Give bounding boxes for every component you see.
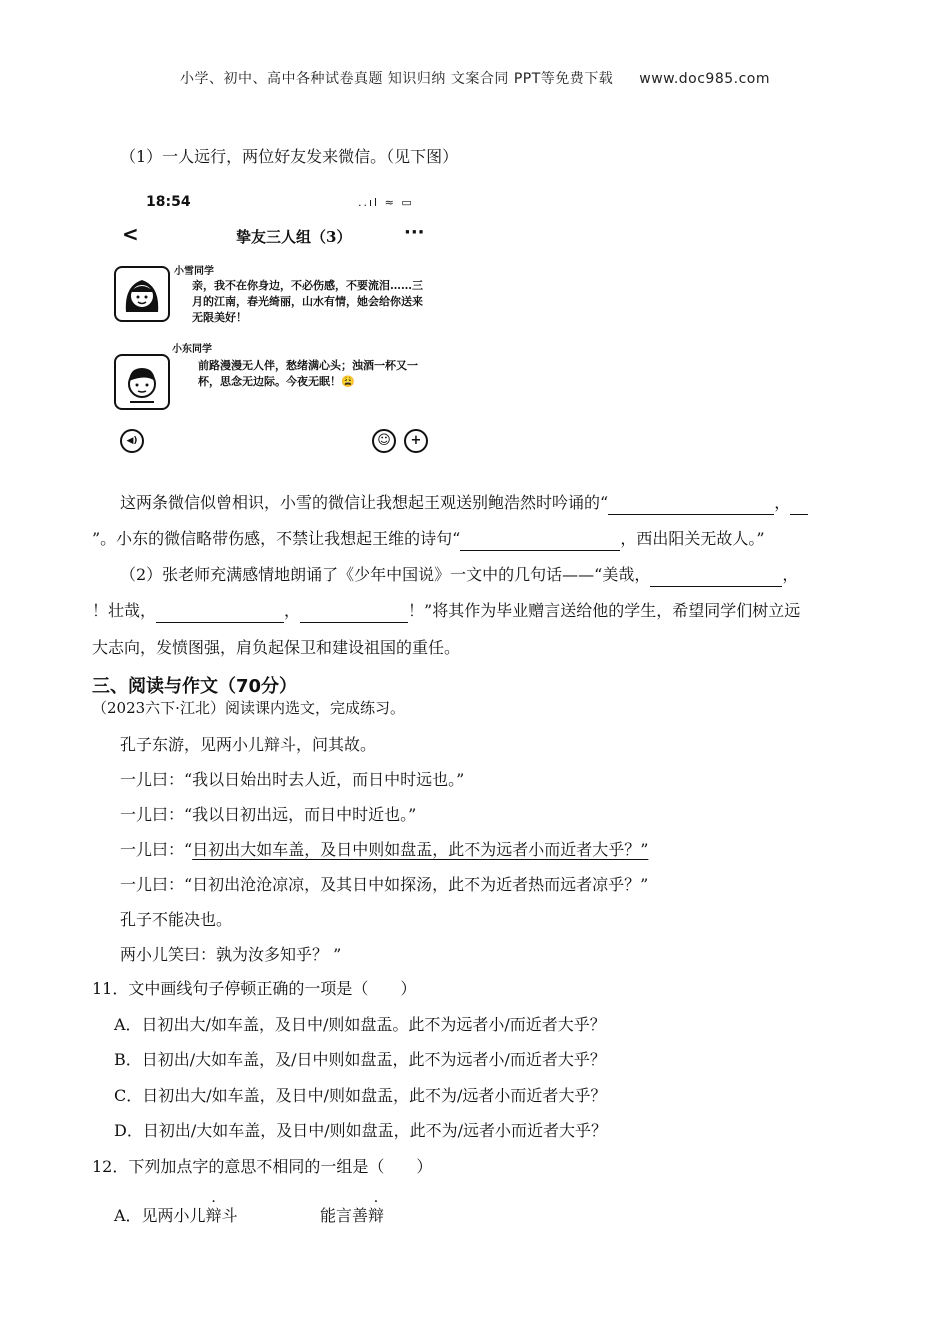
para1-text-c: ，西出阳关无故人。” — [620, 529, 765, 548]
plus-icon: + — [404, 429, 428, 453]
passage-line-7: 两小儿笑曰：孰为汝多知乎？ ” — [120, 945, 342, 964]
passage-line-4-prefix: 一儿曰：“ — [120, 840, 193, 859]
q2-line-3: 大志向，发愤图强，肩负起保卫和建设祖国的重任。 — [92, 638, 461, 657]
passage-line-6: 孔子不能决也。 — [120, 910, 233, 929]
q1-intro: （1）一人远行，两位好友发来微信。（见下图） — [120, 147, 459, 166]
back-icon: < — [122, 222, 139, 246]
header-site: www.doc985.com — [639, 71, 771, 87]
q2-comma-2: ， — [284, 601, 301, 620]
boy-avatar-icon — [116, 356, 168, 408]
section-title: 三、阅读与作文（70分） — [92, 676, 298, 697]
passage-line-1: 孔子东游，见两小儿辩斗，问其故。 — [120, 735, 377, 754]
answer-blank-4[interactable] — [650, 568, 782, 587]
wechat-screenshot — [108, 186, 444, 454]
q12-a-after: 斗 — [221, 1206, 238, 1225]
underlined-sentence: 日初出大如车盖，及日中则如盘盂，此不为远者小而近者大乎？” — [192, 840, 649, 859]
emoji-icon: ☺ — [372, 429, 396, 453]
q12-a-label: A．见两小儿 — [114, 1206, 206, 1225]
voice-icon: ◀) — [120, 429, 144, 453]
answer-blank-6[interactable] — [300, 604, 408, 623]
q2-text-b: ！壮哉， — [92, 601, 157, 620]
q2-comma: ， — [782, 565, 799, 584]
paragraph-1-line-1 — [120, 491, 808, 515]
message-2: 前路漫漫无人伴，愁绪满心头；浊酒一杯又一杯，思念无边际。今夜无眠！😩 — [198, 359, 418, 388]
dotted-char-1: 辩 — [205, 1206, 222, 1225]
q11-stem: 11．文中画线句子停顿正确的一项是（ ） — [92, 979, 417, 998]
q12-option-a-right — [320, 1204, 384, 1228]
q12-stem: 12．下列加点字的意思不相同的一组是（ ） — [92, 1157, 433, 1176]
chat-title: 挚友三人组（3） — [236, 228, 352, 246]
source-line: （2023六下·江北）阅读课内选文，完成练习。 — [92, 699, 405, 717]
passage-line-4 — [120, 838, 648, 862]
dotted-char-2: 辩 — [368, 1206, 385, 1225]
para1-comma: ， — [774, 493, 791, 512]
q12-option-a[interactable] — [114, 1204, 238, 1228]
answer-blank-5[interactable] — [156, 604, 284, 623]
girl-avatar-icon — [116, 268, 168, 320]
para1-text-b: ”。小东的微信略带伤感，不禁让我想起王维的诗句“ — [92, 529, 461, 548]
sender-name-1: 小雪同学 — [174, 266, 214, 277]
q2-text-d: ！”将其作为毕业赠言送给他的学生，希望同学们树立远 — [408, 601, 801, 620]
answer-blank-3[interactable] — [460, 532, 620, 551]
passage-line-5: 一儿曰：“日初出沧沧凉凉，及其日中如探汤，此不为近者热而远者凉乎？” — [120, 875, 649, 894]
avatar-girl — [114, 266, 170, 322]
passage-line-3: 一儿曰：“我以日初出远，而日中时近也。” — [120, 805, 417, 824]
q2-text-a: （2）张老师充满感情地朗诵了《少年中国说》一文中的几句话——“美哉， — [120, 565, 651, 584]
q11-option-b[interactable]: B．日初出/大如车盖，及/日中则如盘盂，此不为远者小/而近者大乎？ — [114, 1050, 606, 1069]
more-icon: ··· — [404, 222, 425, 243]
para1-text-a: 这两条微信似曾相识，小雪的微信让我想起王观送别鲍浩然时吟诵的“ — [120, 493, 609, 512]
q2-line-1 — [120, 563, 798, 587]
passage-line-2: 一儿曰：“我以日始出时去人近，而日中时远也。” — [120, 770, 465, 789]
q2-line-2 — [92, 599, 800, 623]
q11-option-d[interactable]: D．日初出/大如车盖，及日中/则如盘盂，此不为/远者小而近者大乎？ — [114, 1121, 608, 1140]
q11-option-c[interactable]: C．日初出大/如车盖，及日中/则如盘盂，此不为/远者小而近者大乎？ — [114, 1086, 607, 1105]
header-text: 小学、初中、高中各种试卷真题 知识归纳 文案合同 PPT等免费下载 — [179, 71, 614, 87]
paragraph-1-line-2 — [92, 527, 765, 551]
message-1: 亲，我不在你身边，不必伤感，不要流泪……三月的江南，春光绮丽，山水有情，她会给你送来无限美好！ — [192, 279, 423, 324]
page-header — [0, 68, 950, 88]
phone-time: 18:54 — [146, 194, 191, 210]
answer-blank-2[interactable] — [790, 496, 808, 515]
q12-a-right-pre: 能言善 — [320, 1206, 369, 1225]
avatar-boy — [114, 354, 170, 410]
signal-wifi-battery-icon: ..ıl ≈ ▭ — [358, 196, 414, 209]
sender-name-2: 小东同学 — [172, 344, 212, 355]
q11-option-a[interactable]: A．日初出大/如车盖，及日中/则如盘盂。此不为远者小/而近者大乎？ — [114, 1015, 606, 1034]
answer-blank-1[interactable] — [608, 496, 774, 515]
